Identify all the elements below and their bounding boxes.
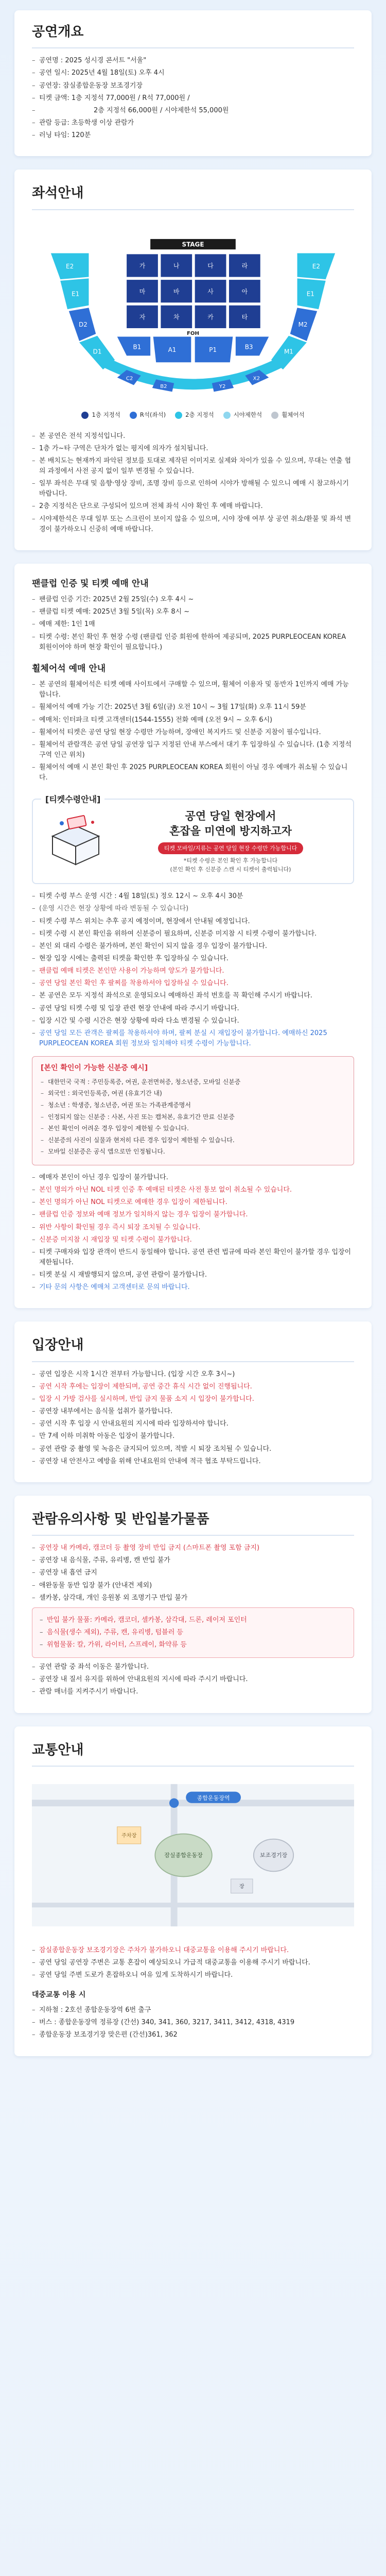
- legend-swatch: [175, 412, 182, 419]
- id-tail-item: – 티켓 분실 시 재발행되지 않으며, 공연 관람이 불가합니다.: [32, 1270, 354, 1280]
- overview-item: – 공연명 : 2025 성시경 콘서트 "서울": [32, 56, 354, 66]
- fanclub-item: – 팬클럽 티켓 예매: 2025년 3월 5일(목) 오후 8시 ~: [32, 607, 354, 617]
- legend-item: [223, 411, 262, 420]
- ticket-receive-title: [티켓수령안내]: [41, 793, 104, 806]
- receive-item: – 본 공연은 모두 지정석 좌석으로 운영되오니 예매하신 좌석 번호를 꼭 확인해 주시기 바랍니다.: [32, 991, 354, 1001]
- station-marker-icon: [169, 1798, 179, 1807]
- block-label: 바: [173, 287, 180, 295]
- receive-item: – 티켓 수령 부스 운영 시간 : 4월 18일(토) 정오 12시 ~ 오후 4시 30분: [32, 891, 354, 902]
- legend-label: 휠체어석: [282, 411, 305, 418]
- block-label: 마: [139, 287, 146, 295]
- callout-pill: 티켓 모바일/지류는 공연 당일 현장 수령만 가능합니다: [158, 842, 303, 854]
- prohibited-item: – 공연장 내 음식물, 주류, 유리병, 캔 반입 불가: [32, 1555, 354, 1566]
- section-label: Y2: [219, 383, 226, 389]
- section-label: E2: [66, 262, 74, 270]
- transport-title: 교통안내: [32, 1740, 354, 1767]
- prohibited-tail-item: – 공연장 내 질서 유지를 위하여 안내요원의 지시에 따라 주시기 바랍니다.: [32, 1674, 354, 1685]
- id-extra-item: – 본인 명의가 아닌 NOL 티켓 인증 후 예매된 티켓은 사전 통보 없이 취소될 수 있습니다.: [32, 1185, 354, 1195]
- public-item: – 버스 : 종합운동장역 정류장 (간선) 340, 341, 360, 3217, 3411, 3412, 4318, 4319: [32, 2018, 354, 2028]
- fanclub-title: 팬클럽 인증 및 티켓 예매 안내: [32, 578, 149, 589]
- receive-item: – 본인 외 대리 수령은 불가하며, 본인 확인이 되지 않을 경우 입장이 불가합니다.: [32, 941, 354, 952]
- wheelchair-item: – 휠체어석 예매 시 본인 확인 후 2025 PURPLEOCEAN KOREA 회원이 아닐 경우 예매가 취소될 수 있습니다.: [32, 762, 354, 783]
- id-red-item: – 팬클럽 인증 정보와 예매 정보가 일치하지 않는 경우 입장이 불가합니다.: [32, 1210, 354, 1220]
- callout-hint: (본인 확인 후 신분증 스캔 시 티켓이 출력됩니다): [170, 866, 291, 873]
- section-label: C2: [126, 375, 133, 381]
- overview-item: – 공연 일시: 2025년 4월 18일(토) 오후 4시: [32, 68, 354, 78]
- seat-note: – 시야제한석은 무대 일부 또는 스크린이 보이지 않을 수 있으며, 시야 장애 여부 상 공연 취소/환불 및 좌석 변경이 불가하오니 신중히 예매 바랍니다.: [32, 514, 354, 535]
- section-label: P1: [209, 346, 217, 353]
- ticket-card: [14, 564, 372, 1309]
- entry-item: – 공연 입장은 시작 1시간 전부터 가능합니다. (입장 시간 오후 3시~): [32, 1369, 354, 1380]
- receive-warning: – 공연 당일 본인 확인 후 팔찌를 착용하셔야 입장하실 수 있습니다.: [32, 978, 354, 989]
- id-docs-title: [본인 확인이 가능한 신분증 예시]: [41, 1064, 148, 1073]
- seat-map: [32, 217, 354, 403]
- seat-note: – 1층 가~타 구역은 단차가 없는 평지에 의자가 설치됩니다.: [32, 444, 354, 454]
- receive-item: – 공연 당일 티켓 수령 및 입장 관련 현장 안내에 따라 주시기 바랍니다.: [32, 1004, 354, 1014]
- section-label: M1: [284, 348, 293, 355]
- entry-title: 입장안내: [32, 1335, 354, 1362]
- prohibited-card: [14, 1496, 372, 1713]
- public-item: – 종합운동장 보조경기장 맞은편 (간선)361, 362: [32, 2030, 354, 2040]
- seat-notes: [32, 431, 354, 535]
- id-red-item: – 위반 사항이 확인될 경우 즉시 퇴장 조치될 수 있습니다.: [32, 1223, 354, 1233]
- overview-item: – 2층 지정석 66,000원 / 시야제한석 55,000원: [32, 106, 354, 116]
- section-label: B2: [160, 383, 167, 389]
- seat-title: 좌석안내: [32, 183, 354, 210]
- seat-legend: [32, 411, 354, 420]
- block-label: 다: [207, 262, 214, 269]
- block-label: 가: [139, 262, 146, 269]
- ticket-receive-body: [117, 809, 344, 874]
- legend-swatch: [130, 412, 137, 419]
- transport-card: [14, 1726, 372, 2056]
- id-extra-list: [32, 1173, 354, 1293]
- seat-card: [14, 170, 372, 550]
- receive-notice: – 공연 당일 모든 관객은 팔찌를 착용하셔야 하며, 팔찌 분실 시 재입장이 불가합니다. 예매하신 2025 PURPLEOCEAN KOREA 회원 정보와 일치해야 티켓 수령이 가능합니다.: [32, 1028, 354, 1049]
- seat-note: – 2층 지정석은 단으로 구성되어 있으며 전체 좌석 시야 확인 후 예매 바랍니다.: [32, 501, 354, 512]
- id-red-item: – 본인 명의가 아닌 NOL 티켓으로 예매한 경우 입장이 제한됩니다.: [32, 1197, 354, 1208]
- public-item: – 지하철 : 2호선 종합운동장역 6번 출구: [32, 2005, 354, 2015]
- prohibited-box-item: – 음식물(생수 제외), 주류, 캔, 유리병, 텀블러 등: [40, 1628, 346, 1638]
- legend-label: 2층 지정석: [185, 411, 214, 418]
- transport-item: – 공연 당일 공연장 주변은 교통 혼잡이 예상되오니 가급적 대중교통을 이용해 주시기 바랍니다.: [32, 1958, 354, 1968]
- section-label: B1: [133, 343, 142, 351]
- fanclub-item: – 팬클럽 인증 기간: 2025년 2월 25일(수) 오후 4시 ~: [32, 595, 354, 605]
- aux-label: 보조경기장: [259, 1852, 288, 1859]
- overview-item: – 공연장: 잠실종합운동장 보조경기장: [32, 81, 354, 91]
- block-label: 아: [241, 287, 248, 295]
- callout-hint: *티켓 수령은 본인 확인 후 가능합니다: [183, 857, 278, 865]
- legend-label: R석(좌석): [139, 411, 166, 418]
- id-tail-item: – 티켓 구매자와 입장 관객이 반드시 동일해야 합니다. 공연 관련 법규에 따라 본인 확인이 불가할 경우 입장이 제한됩니다.: [32, 1247, 354, 1268]
- wheelchair-item: – 예매처: 인터파크 티켓 고객센터(1544-1555) 전화 예매 (오전 9시 ~ 오후 6시): [32, 715, 354, 725]
- overview-item: – 관람 등급: 초등학생 이상 관람가: [32, 118, 354, 128]
- entry-item: – 공연장 내부에서는 음식물 섭취가 불가합니다.: [32, 1406, 354, 1417]
- prohibited-item: – 셀카봉, 삼각대, 개인 응원봉 외 조명기구 반입 불가: [32, 1593, 354, 1603]
- section-label: D1: [93, 348, 102, 355]
- id-doc-item: – 청소년 : 학생증, 청소년증, 여권 또는 가족관계증명서: [41, 1100, 345, 1110]
- section-label: E1: [72, 290, 80, 297]
- id-doc-item: – 인정되지 않는 신분증 : 사본, 사진 또는 캡처본, 유효기간 만료 신분증: [41, 1112, 345, 1122]
- legend-swatch: [271, 412, 278, 419]
- id-doc-item: – 외국인 : 외국인등록증, 여권 (유효기간 내): [41, 1089, 345, 1098]
- prohibited-item: – 공연장 내 흡연 금지: [32, 1568, 354, 1578]
- section-label: E1: [306, 290, 314, 297]
- wheelchair-item: – 휠체어석 관람객은 공연 당일 공연장 입구 지정된 안내 부스에서 대기 후 입장하실 수 있습니다. (1층 지정석 구역 인근 위치): [32, 740, 354, 760]
- stage-label: STAGE: [182, 241, 204, 248]
- transport-map: [32, 1778, 354, 1933]
- prohibited-tail-item: – 공연 관람 중 좌석 이동은 불가합니다.: [32, 1662, 354, 1672]
- id-docs-box: [32, 1056, 354, 1165]
- seat-note: – 일부 좌석은 무대 및 음향·영상 장비, 조명 장비 등으로 인하여 시야가 방해될 수 있으니 예매 시 참고하시기 바랍니다.: [32, 479, 354, 499]
- callout-main-line: 공연 당일 현장에서: [185, 810, 276, 823]
- prohibited-box: [32, 1607, 354, 1658]
- public-transport-list: [32, 2005, 354, 2040]
- receive-item: – 입장 시간 및 수령 시간은 현장 상황에 따라 다소 변경될 수 있습니다.: [32, 1016, 354, 1026]
- building-label: 장: [239, 1884, 244, 1890]
- id-doc-item: – 신분증의 사진이 실물과 현저히 다른 경우 입장이 제한될 수 있습니다.: [41, 1136, 345, 1145]
- id-tail-item: – 신분증 미지참 시 재입장 및 티켓 수령이 불가합니다.: [32, 1235, 354, 1245]
- floor-grid: [127, 254, 260, 328]
- ticket-box-icon: [42, 813, 109, 870]
- section-label: M2: [298, 320, 308, 328]
- id-doc-item: – 본인 확인이 어려운 경우 입장이 제한될 수 있습니다.: [41, 1124, 345, 1133]
- prohibited-item: – 애완동물 동반 입장 불가 (안내견 제외): [32, 1581, 354, 1591]
- receive-item: – 현장 입장 시에는 출력된 티켓을 확인한 후 입장하실 수 있습니다.: [32, 954, 354, 964]
- section-label: D2: [79, 320, 87, 328]
- wheelchair-list: [32, 680, 354, 783]
- section-label: E2: [312, 262, 320, 270]
- overview-title: 공연개요: [32, 22, 354, 48]
- transport-item: – 잠실종합운동장 보조경기장은 주차가 불가하오니 대중교통을 이용해 주시기 바랍니다.: [32, 1945, 354, 1956]
- receive-item: – (운영 시간은 현장 상황에 따라 변동될 수 있습니다): [32, 904, 354, 914]
- entry-item: – 입장 시 가방 검사를 실시하며, 반입 금지 물품 소지 시 입장이 불가합니다.: [32, 1394, 354, 1404]
- entry-item: – 공연 관람 중 촬영 및 녹음은 금지되어 있으며, 적발 시 퇴장 조치될 수 있습니다.: [32, 1444, 354, 1454]
- ticket-receive-list: [32, 891, 354, 1049]
- ticket-receive-callout: [32, 794, 354, 884]
- entry-item: – 만 7세 이하 미취학 아동은 입장이 불가합니다.: [32, 1431, 354, 1442]
- legend-label: 시야제한석: [233, 411, 262, 418]
- overview-list: [32, 56, 354, 141]
- prohibited-list: [32, 1543, 354, 1603]
- parking-label: 주차장: [121, 1833, 137, 1839]
- receive-item: – 티켓 수령 부스 위치는 추후 공지 예정이며, 현장에서 안내될 예정입니다.: [32, 917, 354, 927]
- id-docs-list: [41, 1077, 345, 1157]
- wheelchair-item: – 휠체어석 티켓은 공연 당일 현장 수령만 가능하며, 장애인 복지카드 및 신분증 지참이 필수입니다.: [32, 727, 354, 738]
- block-label: 사: [207, 287, 214, 295]
- prohibited-box-item: – 위험물품: 칼, 가위, 라이터, 스프레이, 화약류 등: [40, 1640, 346, 1650]
- prohibited-title: 관람유의사항 및 반입불가물품: [32, 1509, 354, 1536]
- entry-item: – 공연장 내 안전사고 예방을 위해 안내요원의 안내에 적극 협조 부탁드립니다.: [32, 1456, 354, 1467]
- id-doc-item: – 대한민국 국적 : 주민등록증, 여권, 운전면허증, 청소년증, 모바일 신분증: [41, 1077, 345, 1087]
- transport-item: – 공연 당일 주변 도로가 혼잡하오니 여유 있게 도착하시기 바랍니다.: [32, 1970, 354, 1980]
- fanclub-item: – 티켓 수령: 본인 확인 후 현장 수령 (팬클럽 인증 회원에 한하여 제공되며, 2025 PURPLEOCEAN KOREA 회원이어야 하며 현장 확인이 필요합니다.): [32, 632, 354, 653]
- prohibited-tail-item: – 관람 매너를 지켜주시기 바랍니다.: [32, 1687, 354, 1697]
- foh-label: FOH: [187, 330, 199, 336]
- block-label: 타: [241, 313, 248, 321]
- overview-card: [14, 10, 372, 156]
- receive-warning: – 팬클럽 예매 티켓은 본인만 사용이 가능하며 양도가 불가합니다.: [32, 966, 354, 976]
- entry-card: [14, 1321, 372, 1482]
- block-label: 라: [241, 262, 248, 269]
- receive-item: – 티켓 수령 시 본인 확인을 위하여 신분증이 필요하며, 신분증 미지참 시 티켓 수령이 불가합니다.: [32, 929, 354, 939]
- overview-item: – 러닝 타임: 120분: [32, 130, 354, 141]
- block-label: 카: [207, 313, 214, 321]
- id-tail-item: – 기타 문의 사항은 예매처 고객센터로 문의 바랍니다.: [32, 1282, 354, 1293]
- station-label: 종합운동장역: [197, 1794, 230, 1802]
- legend-item: [130, 411, 166, 420]
- block-label: 차: [173, 313, 180, 321]
- entry-item: – 공연 시작 후 입장 시 안내요원의 지시에 따라 입장하셔야 합니다.: [32, 1419, 354, 1429]
- legend-item: [175, 411, 214, 420]
- seat-note: – 본 배치도는 현재까지 파악된 정보를 토대로 제작된 이미지로 실제와 차이가 있을 수 있으며, 무대는 연출 협의 과정에서 사전 공지 없이 일부 변경될 수 있습니다.: [32, 456, 354, 477]
- section-label: A1: [168, 346, 177, 353]
- legend-swatch: [81, 412, 89, 419]
- prohibited-box-list: [40, 1615, 346, 1650]
- legend-label: 1층 지정석: [92, 411, 120, 418]
- block-label: 자: [139, 313, 146, 321]
- public-transport-title: 대중교통 이용 시: [32, 1991, 86, 1999]
- id-extra-item: – 예매자 본인이 아닌 경우 입장이 불가합니다.: [32, 1173, 354, 1183]
- venue-label: 잠실종합운동장: [164, 1852, 203, 1859]
- fanclub-list: [32, 595, 354, 653]
- seat-note: – 본 공연은 전석 지정석입니다.: [32, 431, 354, 442]
- section-label: X2: [253, 375, 260, 381]
- entry-list: [32, 1369, 354, 1467]
- wheelchair-title: 휠체어석 예매 안내: [32, 663, 106, 674]
- section-label: B3: [244, 343, 253, 351]
- prohibited-box-item: – 반입 불가 물품: 카메라, 캠코더, 셀카봉, 삼각대, 드론, 레이저 포인터: [40, 1615, 346, 1625]
- block-label: 나: [173, 262, 180, 269]
- transport-list: [32, 1945, 354, 1980]
- legend-swatch: [223, 412, 231, 419]
- callout-main-line: 혼잡을 미연에 방지하고자: [169, 824, 292, 837]
- overview-item: – 티켓 금액: 1층 지정석 77,000원 / R석 77,000원 /: [32, 93, 354, 104]
- wheelchair-item: – 본 공연의 휠체어석은 티켓 예매 사이트에서 구매할 수 있으며, 휠체어 이용자 및 동반자 1인까지 예매 가능합니다.: [32, 680, 354, 700]
- wheelchair-item: – 휠체어석 예매 가능 기간: 2025년 3월 6일(금) 오전 10시 ~ 3월 17일(화) 오후 11시 59분: [32, 702, 354, 713]
- legend-item: [271, 411, 304, 420]
- entry-item: – 공연 시작 후에는 입장이 제한되며, 공연 중간 휴식 시간 없이 진행됩니다.: [32, 1382, 354, 1392]
- id-doc-item: – 모바일 신분증은 공식 앱으로만 인정됩니다.: [41, 1147, 345, 1157]
- legend-item: [81, 411, 120, 420]
- prohibited-item: – 공연장 내 카메라, 캠코더 등 촬영 장비 반입 금지 (스마트폰 촬영 포함 금지): [32, 1543, 354, 1553]
- fanclub-item: – 예매 제한: 1인 1매: [32, 619, 354, 630]
- prohibited-tail-list: [32, 1662, 354, 1697]
